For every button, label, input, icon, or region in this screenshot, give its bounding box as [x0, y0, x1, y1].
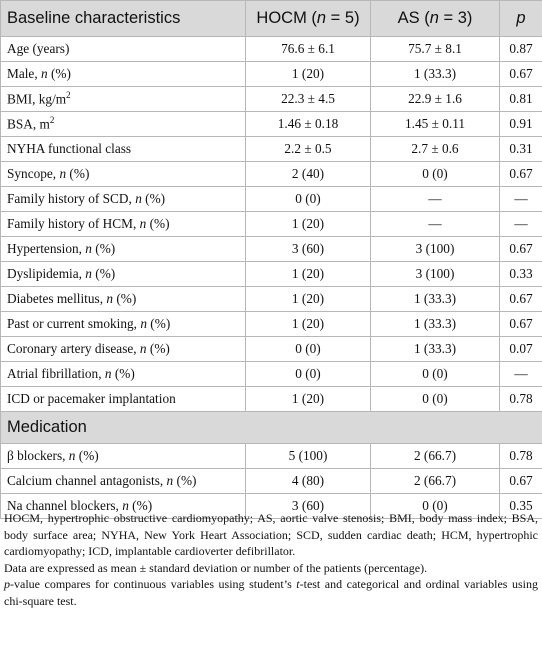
row-label	[1, 469, 246, 494]
p-value: 0.67	[500, 469, 542, 494]
as-value: 2 (66.7)	[371, 469, 500, 494]
table-row	[1, 37, 542, 62]
p-value: 0.67	[500, 62, 542, 87]
p-value: 0.07	[500, 337, 542, 362]
footnote-pvalue-t: t	[296, 577, 300, 592]
p-value: —	[500, 212, 542, 237]
as-value: 3 (100)	[371, 262, 500, 287]
table-row	[1, 444, 542, 469]
p-value: 0.87	[500, 37, 542, 62]
row-label-text: BMI, kg/m	[7, 91, 67, 107]
header-hocm-label: HOCM (	[256, 9, 317, 27]
row-label-n: n	[135, 191, 142, 206]
row-label-n: n	[122, 498, 129, 513]
row-label	[1, 37, 246, 62]
section-row-medication	[1, 412, 542, 444]
row-label-text: Dyslipidemia,	[7, 266, 86, 281]
as-value: —	[371, 187, 500, 212]
row-label	[1, 62, 246, 87]
p-value: 0.67	[500, 237, 542, 262]
row-label-text: Syncope,	[7, 166, 60, 181]
hocm-value: 0 (0)	[246, 362, 371, 387]
hocm-value: 1 (20)	[246, 312, 371, 337]
row-label-unit: (%)	[91, 241, 116, 256]
row-label	[1, 112, 246, 137]
as-value: 0 (0)	[371, 494, 500, 519]
row-label-unit: (%)	[111, 366, 135, 381]
row-label	[1, 237, 246, 262]
row-label-unit: (%)	[47, 66, 71, 81]
as-value: 0 (0)	[371, 387, 500, 412]
table-row	[1, 469, 542, 494]
row-label-text: Age (years)	[7, 41, 70, 56]
hocm-value: 1 (20)	[246, 387, 371, 412]
hocm-value: 2.2 ± 0.5	[246, 137, 371, 162]
row-label-text: Male,	[7, 66, 41, 81]
row-label-unit: (%)	[173, 473, 197, 488]
hocm-value: 76.6 ± 6.1	[246, 37, 371, 62]
as-value: 3 (100)	[371, 237, 500, 262]
row-label-n: n	[139, 341, 147, 356]
row-label-text: NYHA functional class	[7, 141, 132, 156]
row-label-text: Calcium channel antagonists,	[7, 473, 167, 488]
header-baseline-characteristics: Baseline characteristics	[1, 1, 246, 37]
hocm-value: 4 (80)	[246, 469, 371, 494]
table-row	[1, 87, 542, 112]
as-value: 2 (66.7)	[371, 444, 500, 469]
row-label-text: Diabetes mellitus,	[7, 291, 107, 306]
hocm-value: 1 (20)	[246, 262, 371, 287]
p-value: 0.33	[500, 262, 542, 287]
row-label-text: BSA, m	[7, 116, 50, 132]
row-label-n: n	[106, 291, 113, 306]
table-row	[1, 362, 542, 387]
as-value: 1.45 ± 0.11	[371, 112, 500, 137]
row-label-n: n	[140, 316, 147, 331]
header-as-count: = 3)	[438, 9, 473, 27]
p-value: 0.67	[500, 287, 542, 312]
row-label-n: n	[85, 266, 92, 281]
row-label	[1, 187, 246, 212]
row-label-superscript: 2	[49, 115, 55, 126]
table-row	[1, 112, 542, 137]
footnote-data-expression: Data are expressed as mean ± standard deviation or number of the patients (percentage).	[4, 560, 428, 575]
as-value: 2.7 ± 0.6	[371, 137, 500, 162]
row-label	[1, 137, 246, 162]
header-as-n: n	[429, 9, 439, 27]
row-label-text: β blockers,	[7, 448, 69, 463]
row-label-text: Hypertension,	[7, 241, 86, 256]
as-value: 0 (0)	[371, 362, 500, 387]
header-hocm	[246, 1, 371, 37]
footnote-pvalue-p: p	[4, 577, 10, 592]
row-label	[1, 387, 246, 412]
hocm-value: 22.3 ± 4.5	[246, 87, 371, 112]
hocm-value: 0 (0)	[246, 187, 371, 212]
header-p-label: p	[516, 9, 526, 27]
p-value: 0.35	[500, 494, 542, 519]
table-row	[1, 62, 542, 87]
row-label-unit: (%)	[146, 341, 170, 356]
row-label-unit: (%)	[141, 191, 166, 206]
row-label-unit: (%)	[75, 448, 99, 463]
table-row	[1, 187, 542, 212]
as-value: 1 (33.3)	[371, 287, 500, 312]
hocm-value: 1 (20)	[246, 212, 371, 237]
hocm-value: 1 (20)	[246, 62, 371, 87]
footnote-pvalue	[4, 576, 538, 609]
p-value: 0.78	[500, 387, 542, 412]
hocm-value: 2 (40)	[246, 162, 371, 187]
footnote-pvalue-tail: -test and categorical and ordinal variables using chi-square test.	[4, 577, 538, 608]
hocm-value: 1.46 ± 0.18	[246, 112, 371, 137]
p-value: —	[500, 187, 542, 212]
hocm-value: 0 (0)	[246, 337, 371, 362]
hocm-value: 1 (20)	[246, 287, 371, 312]
as-value: 1 (33.3)	[371, 312, 500, 337]
row-label-n: n	[59, 166, 67, 181]
as-value: 1 (33.3)	[371, 337, 500, 362]
hocm-value: 5 (100)	[246, 444, 371, 469]
hocm-value: 3 (60)	[246, 494, 371, 519]
row-label-text: Coronary artery disease,	[7, 341, 140, 356]
p-value: 0.81	[500, 87, 542, 112]
row-label	[1, 444, 246, 469]
row-label-text: Family history of SCD,	[7, 191, 136, 206]
row-label	[1, 87, 246, 112]
row-label-text: Family history of HCM,	[7, 216, 140, 231]
row-label-n: n	[166, 473, 174, 488]
row-label-text: Atrial fibrillation,	[7, 366, 105, 381]
footnote-abbreviations: HOCM, hypertrophic obstructive cardiomyopathy; AS, aortic valve stenosis; BMI, body mass index; BSA, body surface area; NYHA, New York Heart Association; SCD, sudden cardiac death; HCM, hypertrophic cardiomyopathy; ICD, implantable cardioverter defibrillator.	[4, 511, 538, 559]
row-label-unit: (%)	[146, 216, 170, 231]
row-label-n: n	[139, 216, 147, 231]
as-value: 0 (0)	[371, 162, 500, 187]
p-value: —	[500, 362, 542, 387]
row-label	[1, 362, 246, 387]
table-row	[1, 137, 542, 162]
row-label	[1, 212, 246, 237]
table-row	[1, 287, 542, 312]
row-label	[1, 287, 246, 312]
row-label	[1, 262, 246, 287]
header-hocm-n: n	[316, 9, 327, 27]
as-value: 75.7 ± 8.1	[371, 37, 500, 62]
row-label-unit: (%)	[91, 266, 116, 281]
row-label-unit: (%)	[66, 166, 90, 181]
table-header-row	[1, 1, 542, 37]
table-row	[1, 337, 542, 362]
table-row	[1, 237, 542, 262]
p-value: 0.91	[500, 112, 542, 137]
row-label	[1, 162, 246, 187]
row-label-text: Na channel blockers,	[7, 498, 123, 513]
row-label-unit: (%)	[113, 291, 137, 306]
row-label-unit: (%)	[146, 316, 171, 331]
table-row	[1, 162, 542, 187]
as-value: 22.9 ± 1.6	[371, 87, 500, 112]
p-value: 0.67	[500, 162, 542, 187]
table-row	[1, 387, 542, 412]
header-hocm-count: = 5)	[326, 9, 360, 27]
p-value: 0.31	[500, 137, 542, 162]
header-as-label: AS (	[397, 9, 430, 27]
as-value: —	[371, 212, 500, 237]
table-row	[1, 212, 542, 237]
p-value: 0.67	[500, 312, 542, 337]
header-as	[371, 1, 500, 37]
as-value: 1 (33.3)	[371, 62, 500, 87]
row-label-unit: (%)	[128, 498, 153, 513]
p-value: 0.78	[500, 444, 542, 469]
row-label-n: n	[104, 366, 112, 381]
footnote-pvalue-mid: -value compares for continuous variables using student’s	[10, 577, 297, 592]
hocm-value: 3 (60)	[246, 237, 371, 262]
row-label-text: ICD or pacemaker implantation	[7, 391, 176, 406]
table-footnotes	[4, 510, 538, 610]
row-label	[1, 312, 246, 337]
table-row	[1, 262, 542, 287]
row-label-n: n	[40, 66, 48, 81]
header-p	[500, 1, 542, 37]
row-label-text: Past or current smoking,	[7, 316, 141, 331]
row-label-n: n	[68, 448, 76, 463]
row-label-n: n	[85, 241, 92, 256]
row-label-superscript: 2	[66, 90, 71, 101]
table-row	[1, 312, 542, 337]
row-label	[1, 337, 246, 362]
section-label: Medication	[1, 412, 542, 444]
